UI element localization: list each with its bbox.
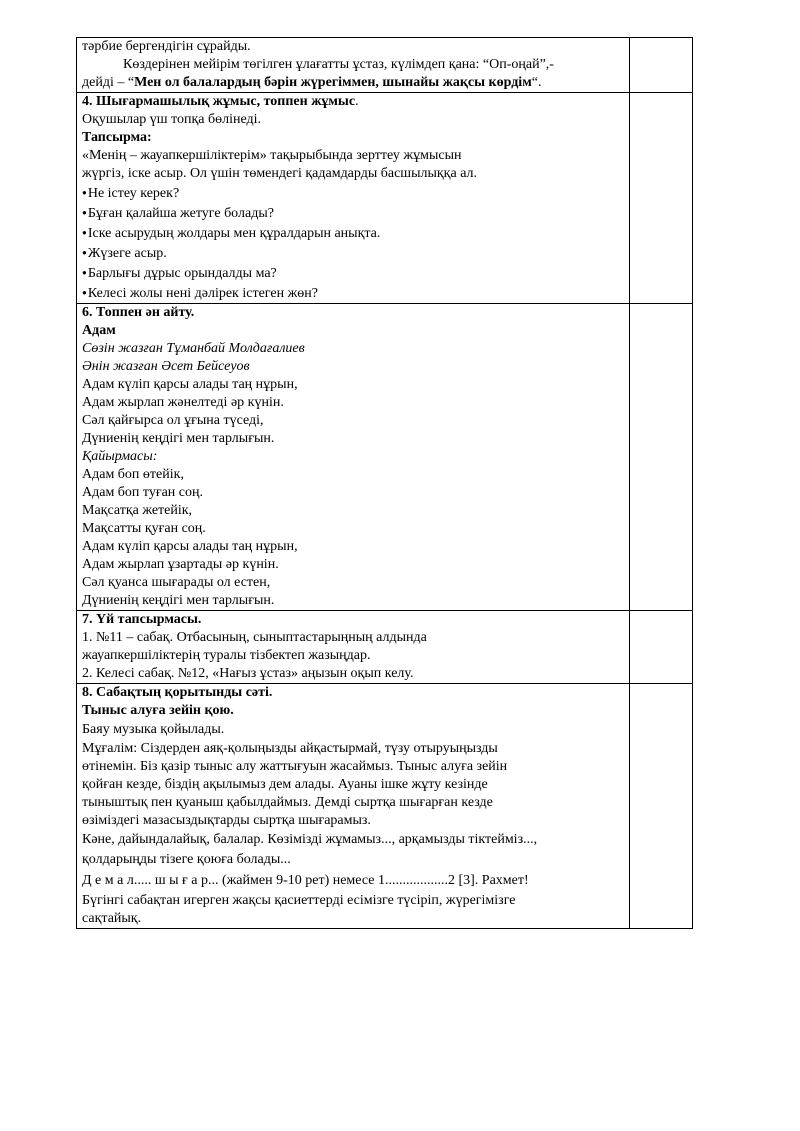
- bullet-item: ● Не істеу керек?: [82, 183, 629, 203]
- text-fragment: 4. Шығармашылық жұмыс, топпен жұмыс: [82, 94, 356, 109]
- heading-line: Тыныс алуға зейін қою.: [82, 703, 234, 718]
- text-line: қойған кезде, біздің ақылымыз дем алады. Ауаны ішке жұту кезінде: [82, 777, 488, 792]
- text-line: «Менің – жауапкершіліктерім» тақырыбында зерттеу жұмысын: [82, 148, 462, 163]
- text-line: тыныштық пен қуаныш қабылдаймыз. Демді сыртқа шығарған кезде: [82, 795, 493, 810]
- text-line: Бүгінгі сабақтан игерген жақсы қасиеттерді есімізге түсіріп, жүрегімізге: [82, 893, 516, 908]
- bullet-item: ● Іске асырудың жолдары мен құралдарын анықта.: [82, 223, 629, 243]
- text-line: Сөзін жазған Тұманбай Молдағалиев: [82, 341, 305, 356]
- row-lesson-conclusion: [77, 684, 693, 929]
- heading-line: 6. Топпен ән айту.: [82, 305, 195, 320]
- content-cell: [77, 611, 630, 684]
- heading-line: 8. Сабақтың қорытынды сәті.: [82, 685, 273, 700]
- text-line: Қайырмасы:: [82, 449, 158, 464]
- text-line: өтінемін. Біз қазір тыныс алу жаттығуын жасаймыз. Тыныс алуға зейін: [82, 759, 508, 774]
- text-line: Адам боп өтейік,: [82, 467, 184, 482]
- bullet-item: ● Барлығы дұрыс орындалды ма?: [82, 263, 629, 283]
- text-line: Көздерінен мейірім төгілген ұлағатты ұстаз, күлімдеп қана: “Оп-оңай”,-: [123, 57, 554, 72]
- empty-side-cell: [630, 93, 693, 304]
- text-line: Адам жырлап ұзартады әр күнін.: [82, 557, 279, 572]
- text-line: өзіміздегі мазасыздықтарды сыртқа шығарамыз.: [82, 813, 371, 828]
- bullet-item: ● Жүзеге асыр.: [82, 243, 629, 263]
- text-line: 1. №11 – сабақ. Отбасының, сыныптастарыңның алдында: [82, 630, 427, 645]
- empty-side-cell: [630, 684, 693, 929]
- text-line: Д е м а л..... ш ы ғ а р... (жаймен 9-10 рет) немесе 1..................2 [3]. Рахмет!: [82, 873, 529, 888]
- lesson-plan-table: [76, 37, 693, 929]
- row-group-singing: [77, 304, 693, 611]
- text-line: Оқушылар үш топқа бөлінеді.: [82, 112, 262, 127]
- text-line: Сәл қуанса шығарады ол естен,: [82, 575, 271, 590]
- content-cell: [77, 93, 630, 304]
- text-line: [82, 74, 629, 92]
- text-line: Мақсатқа жетейік,: [82, 503, 193, 518]
- text-line: Адам жырлап жәнелтеді әр күнін.: [82, 395, 284, 410]
- text-line: тәрбие бергендігін сұрайды.: [82, 39, 251, 54]
- heading-line: Тапсырма:: [82, 130, 152, 145]
- content-cell: [77, 38, 630, 93]
- bullet-item: ● Бұған қалайша жетуге болады?: [82, 203, 629, 223]
- text-line: [82, 93, 629, 111]
- text-line: Дүниенің кеңдігі мен тарлығын.: [82, 593, 275, 608]
- empty-side-cell: [630, 304, 693, 611]
- heading-line: Адам: [82, 323, 116, 338]
- text-fragment: “.: [531, 75, 542, 90]
- row-creative-group-work: [77, 93, 693, 304]
- text-line: Адам күліп қарсы алады таң нұрын,: [82, 377, 298, 392]
- text-line: Мұғалім: Сіздерден аяқ-қолыңызды айқастырмай, түзу отыруыңызды: [82, 741, 498, 756]
- empty-side-cell: [630, 611, 693, 684]
- row-homework: [77, 611, 693, 684]
- text-line: Әнін жазған Әсет Бейсеуов: [82, 359, 250, 374]
- heading-line: 7. Үй тапсырмасы.: [82, 612, 202, 627]
- text-line: Адам боп туған соң.: [82, 485, 204, 500]
- text-line: Дүниенің кеңдігі мен тарлығын.: [82, 431, 275, 446]
- empty-side-cell: [630, 38, 693, 93]
- text-line: жүргіз, іске асыр. Ол үшін төмендегі қадамдарды басшылыққа ал.: [82, 166, 478, 181]
- text-line: Кәне, дайындалайық, балалар. Көзімізді жұмамыз..., арқамызды тіктейміз...,: [82, 832, 538, 847]
- table-body: [77, 38, 693, 929]
- text-line: сақтайық.: [82, 911, 142, 926]
- text-line: Баяу музыка қойылады.: [82, 722, 225, 737]
- content-cell: [77, 304, 630, 611]
- text-line: Мақсатты қуған соң.: [82, 521, 206, 536]
- text-line: қолдарыңды тізеге қоюға болады...: [82, 852, 291, 867]
- content-cell: [77, 684, 630, 929]
- text-line: Адам күліп қарсы алады таң нұрын,: [82, 539, 298, 554]
- text-line: 2. Келесі сабақ. №12, «Нағыз ұстаз» аңызын оқып келу.: [82, 666, 414, 681]
- text-line: жауапкершіліктерің туралы тізбектеп жазыңдар.: [82, 648, 371, 663]
- row-story-ending: [77, 38, 693, 93]
- text-fragment: дейді – “: [82, 75, 135, 90]
- text-line: Сәл қайғырса ол ұғына түседі,: [82, 413, 264, 428]
- text-fragment: Мен ол балалардың бәрін жүрегіммен, шынайы жақсы көрдім: [134, 75, 532, 90]
- text-fragment: .: [355, 94, 359, 109]
- bullet-item: ● Келесі жолы нені дәлірек істеген жөн?: [82, 283, 629, 303]
